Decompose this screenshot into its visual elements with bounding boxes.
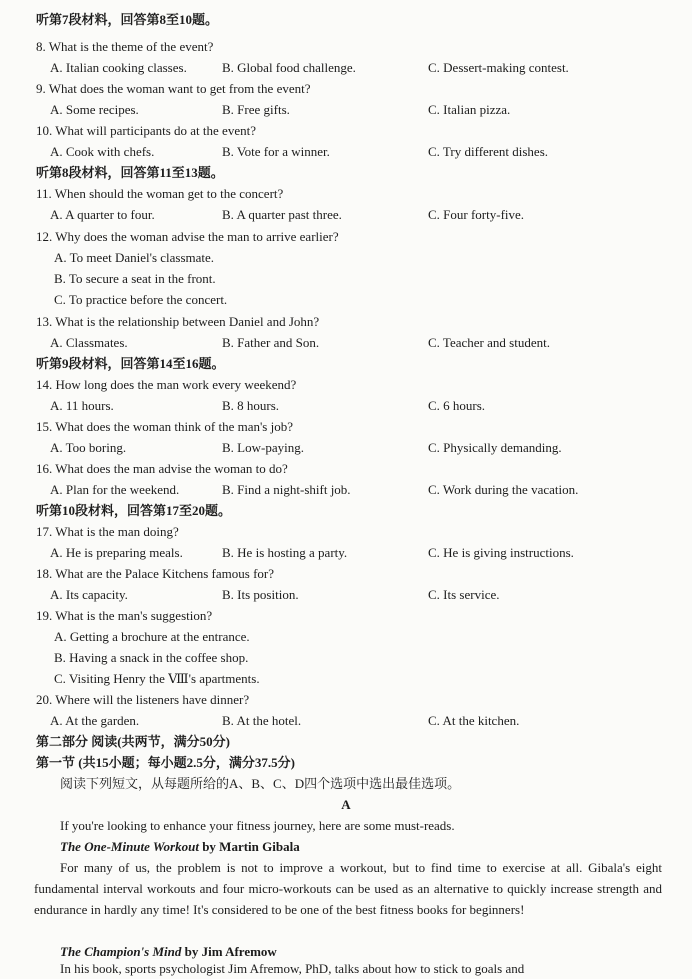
option-a: A. Italian cooking classes. — [50, 60, 187, 75]
question-10-options — [0, 141, 692, 162]
question-13-stem: 13. What is the relationship between Daniel and John? — [36, 314, 320, 329]
option-a: A. Getting a brochure at the entrance. — [54, 629, 250, 644]
option-b: B. At the hotel. — [222, 713, 302, 728]
question-11-options — [0, 204, 692, 225]
option-a: A. 11 hours. — [50, 398, 114, 413]
option-c: C. Dessert-making contest. — [428, 60, 569, 75]
question-20-options — [0, 710, 692, 731]
option-a: A. To meet Daniel's classmate. — [54, 250, 215, 265]
option-c: C. Italian pizza. — [428, 102, 511, 117]
option-b: B. Free gifts. — [222, 102, 290, 117]
question-10-stem: 10. What will participants do at the event? — [36, 123, 256, 138]
book1-title: The One-Minute Workout — [60, 839, 199, 854]
passage-intro: If you're looking to enhance your fitness journey, here are some must-reads. — [60, 818, 455, 833]
section-heading: 听第9段材料，回答第14至16题。 — [36, 356, 225, 371]
option-c: C. Its service. — [428, 587, 500, 602]
option-a: A. Too boring. — [50, 440, 127, 455]
option-b: B. He is hosting a party. — [222, 545, 348, 560]
option-a: A. Plan for the weekend. — [50, 482, 180, 497]
book1-author: by Martin Gibala — [202, 839, 300, 854]
option-a: A. At the garden. — [50, 713, 140, 728]
option-c: C. 6 hours. — [428, 398, 486, 413]
option-a: A. Classmates. — [50, 335, 128, 350]
option-b: B. Having a snack in the coffee shop. — [54, 650, 249, 665]
reading-instruction: 阅读下列短文，从每题所给的A、B、C、D四个选项中选出最佳选项。 — [60, 776, 461, 791]
option-c: C. Visiting Henry the Ⅷ's apartments. — [54, 671, 260, 686]
option-c: C. Try different dishes. — [428, 144, 549, 159]
question-9-options — [0, 99, 692, 120]
section-heading: 听第10段材料，回答第17至20题。 — [36, 503, 232, 518]
question-20-stem: 20. Where will the listeners have dinner? — [36, 692, 250, 707]
question-14-stem: 14. How long does the man work every weekend? — [36, 377, 297, 392]
question-11-stem: 11. When should the woman get to the concert? — [36, 186, 284, 201]
option-b: B. A quarter past three. — [222, 207, 342, 222]
book2-author: by Jim Afremow — [184, 944, 277, 959]
option-c: C. Work during the vacation. — [428, 482, 579, 497]
option-b: B. Father and Son. — [222, 335, 320, 350]
option-b: B. Its position. — [222, 587, 299, 602]
option-c: C. To practice before the concert. — [54, 292, 228, 307]
question-18-stem: 18. What are the Palace Kitchens famous for? — [36, 566, 274, 581]
question-9-stem: 9. What does the woman want to get from the event? — [36, 81, 311, 96]
option-c: C. He is giving instructions. — [428, 545, 574, 560]
section1-title: 第一节 (共15小题；每小题2.5分，满分37.5分) — [36, 755, 295, 770]
question-12-stem: 12. Why does the woman advise the man to arrive earlier? — [36, 229, 339, 244]
question-13-options — [0, 332, 692, 353]
question-16-options — [0, 479, 692, 500]
question-8-options — [0, 57, 692, 78]
book2-description: In his book, sports psychologist Jim Afremow, PhD, talks about how to stick to goals and — [60, 961, 525, 976]
option-c: C. At the kitchen. — [428, 713, 520, 728]
passage-letter: A — [341, 797, 351, 812]
option-c: C. Physically demanding. — [428, 440, 562, 455]
question-17-stem: 17. What is the man doing? — [36, 524, 179, 539]
option-a: A. Some recipes. — [50, 102, 139, 117]
option-b: B. Low-paying. — [222, 440, 304, 455]
question-15-stem: 15. What does the woman think of the man's job? — [36, 419, 293, 434]
question-19-stem: 19. What is the man's suggestion? — [36, 608, 213, 623]
option-a: A. He is preparing meals. — [50, 545, 183, 560]
option-b: B. Find a night-shift job. — [222, 482, 351, 497]
question-18-options — [0, 584, 692, 605]
option-b: B. To secure a seat in the front. — [54, 271, 216, 286]
part2-title: 第二部分 阅读(共两节，满分50分) — [36, 734, 230, 749]
book1-paragraph: For many of us, the problem is not to improve a workout, but to find time to exercise at all. Gibala's eight fundamental interval workouts and four micro-workouts can be used as an alternative to quickly increase strength and endurance in hardly any time! It's considered to be one of the best fitness books for beginners! — [34, 860, 662, 917]
section-heading: 听第7段材料，回答第8至10题。 — [36, 12, 219, 27]
book1-heading — [0, 836, 692, 857]
question-16-stem: 16. What does the man advise the woman to do? — [36, 461, 288, 476]
option-b: B. Global food challenge. — [222, 60, 356, 75]
option-c: C. Teacher and student. — [428, 335, 550, 350]
option-a: A. A quarter to four. — [50, 207, 155, 222]
book2-title: The Champion's Mind — [60, 944, 182, 959]
question-17-options — [0, 542, 692, 563]
option-a: A. Its capacity. — [50, 587, 128, 602]
section-heading: 听第8段材料，回答第11至13题。 — [36, 165, 224, 180]
option-a: A. Cook with chefs. — [50, 144, 155, 159]
question-14-options — [0, 395, 692, 416]
book1-description — [34, 857, 662, 920]
question-8-stem: 8. What is the theme of the event? — [36, 39, 214, 54]
question-15-options — [0, 437, 692, 458]
option-b: B. 8 hours. — [222, 398, 280, 413]
option-c: C. Four forty-five. — [428, 207, 525, 222]
option-b: B. Vote for a winner. — [222, 144, 330, 159]
